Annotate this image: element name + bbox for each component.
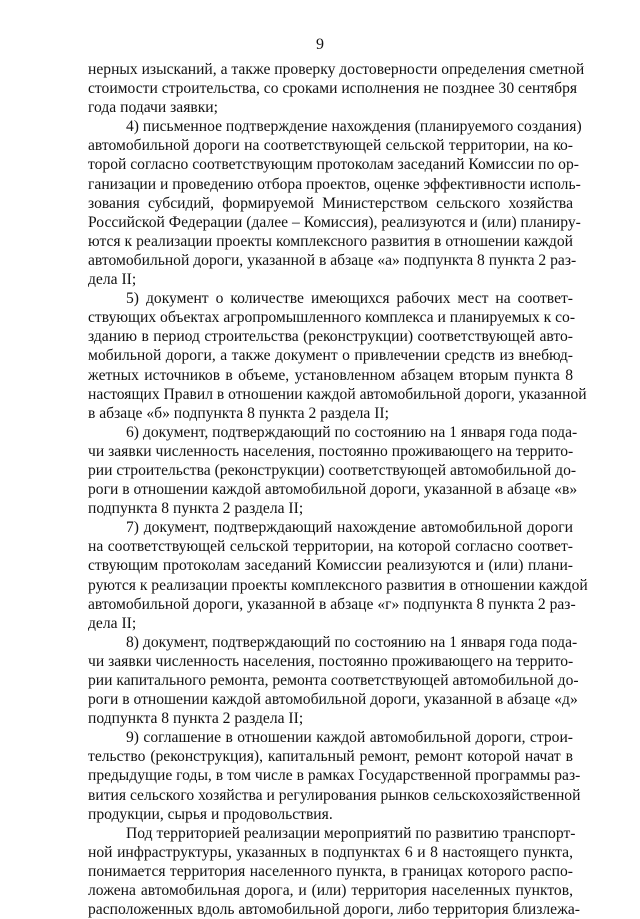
text-line: 5) документ о количестве имеющихся рабочих мест на соответ-: [126, 290, 573, 308]
text-line: года подачи заявки;: [88, 99, 218, 117]
text-line: 6) документ, подтверждающий по состоянию на 1 января года пода-: [126, 423, 578, 441]
text-line: автомобильной дороги на соответствующей сельской территории, на ко-: [88, 137, 573, 155]
text-line: ствующим протоколам заседаний Комиссии реализуются и (или) плани-: [88, 557, 573, 575]
text-line: чи заявки численность населения, постоянно проживающего на террито-: [88, 652, 574, 670]
text-line: в абзаце «б» подпункта 8 пункта 2 раздела II;: [88, 404, 389, 422]
text-line: чи заявки численность населения, постоянно проживающего на террито-: [88, 442, 574, 460]
text-line: на соответствующей сельской территории, на которой согласно соответ-: [88, 538, 573, 556]
text-line: настоящих Правил в отношении каждой автомобильной дороги, указанной: [88, 385, 587, 403]
text-line: дела II;: [88, 614, 137, 632]
text-line: 7) документ, подтверждающий нахождение автомобильной дороги: [126, 519, 573, 537]
text-line: 9) соглашение в отношении каждой автомобильной дороги, строи-: [126, 729, 573, 747]
text-line: роги в отношении каждой автомобильной дороги, указанной в абзаце «в»: [88, 481, 578, 499]
text-line: торой согласно соответствующим протоколам заседаний Комиссии по ор-: [88, 156, 579, 174]
text-line: 4) письменное подтверждение нахождения (планируемого создания): [126, 118, 582, 136]
text-line: Российской Федерации (далее – Комиссия), реализуются и (или) планиру-: [88, 213, 581, 231]
text-line: расположенных вдоль автомобильной дороги, либо территория близлежа-: [88, 901, 580, 919]
text-line: мобильной дороги, а также документ о привлечении средств из внебюд-: [88, 347, 573, 365]
text-line: предыдущие годы, в том числе в рамках Государственной программы раз-: [88, 767, 581, 785]
text-line: зования субсидий, формируемой Министерством сельского хозяйства: [88, 194, 573, 212]
text-line: жетных источников в объеме, установленном абзацем вторым пункта 8: [88, 366, 573, 384]
text-line: тельство (реконструкция), капитальный ремонт, ремонт которой начат в: [88, 748, 573, 766]
text-line: ложена автомобильная дорога, и (или) территория населенных пунктов,: [88, 882, 573, 900]
text-line: нерных изысканий, а также проверку достоверности определения сметной: [88, 61, 585, 78]
text-line: Под территорией реализации мероприятий по развитию транспорт-: [126, 824, 576, 842]
text-line: рии строительства (реконструкции) соответствующей автомобильной до-: [88, 461, 577, 479]
text-line: роги в отношении каждой автомобильной дороги, указанной в абзаце «д»: [88, 691, 578, 709]
page-number: 9: [316, 36, 324, 53]
text-line: ганизации и проведению отбора проектов, оценке эффективности исполь-: [88, 175, 581, 193]
text-line: дела II;: [88, 271, 137, 289]
text-line: зданию в период строительства (реконструкции) соответствующей авто-: [88, 328, 573, 346]
text-line: 8) документ, подтверждающий по состоянию на 1 января года пода-: [126, 633, 578, 651]
text-line: рии капитального ремонта, ремонта соответствующей автомобильной до-: [88, 672, 579, 689]
text-line: понимается территория населенного пункта, в границах которого распо-: [88, 862, 573, 880]
text-line: продукции, сырья и продовольствия.: [88, 805, 333, 823]
text-line: ной инфраструктуры, указанных в подпунктах 6 и 8 настоящего пункта,: [88, 843, 573, 861]
text-line: руются к реализации проекты комплексного развития в отношении каждой: [88, 576, 588, 594]
text-line: ствующих объектах агропромышленного комплекса и планируемых к со-: [88, 309, 576, 327]
text-line: вития сельского хозяйства и регулирования рынков сельскохозяйственной: [88, 786, 581, 804]
text-line: стоимости строительства, со сроками исполнения не позднее 30 сентября: [88, 80, 578, 98]
document-body: [88, 60, 588, 919]
text-line: подпункта 8 пункта 2 раздела II;: [88, 710, 304, 728]
text-line: автомобильной дороги, указанной в абзаце «а» подпункта 8 пункта 2 раз-: [88, 251, 577, 269]
text-line: автомобильной дороги, указанной в абзаце «г» подпункта 8 пункта 2 раз-: [88, 595, 576, 613]
text-line: подпункта 8 пункта 2 раздела II;: [88, 500, 304, 518]
text-line: ются к реализации проекты комплексного развития в отношении каждой: [88, 232, 573, 250]
